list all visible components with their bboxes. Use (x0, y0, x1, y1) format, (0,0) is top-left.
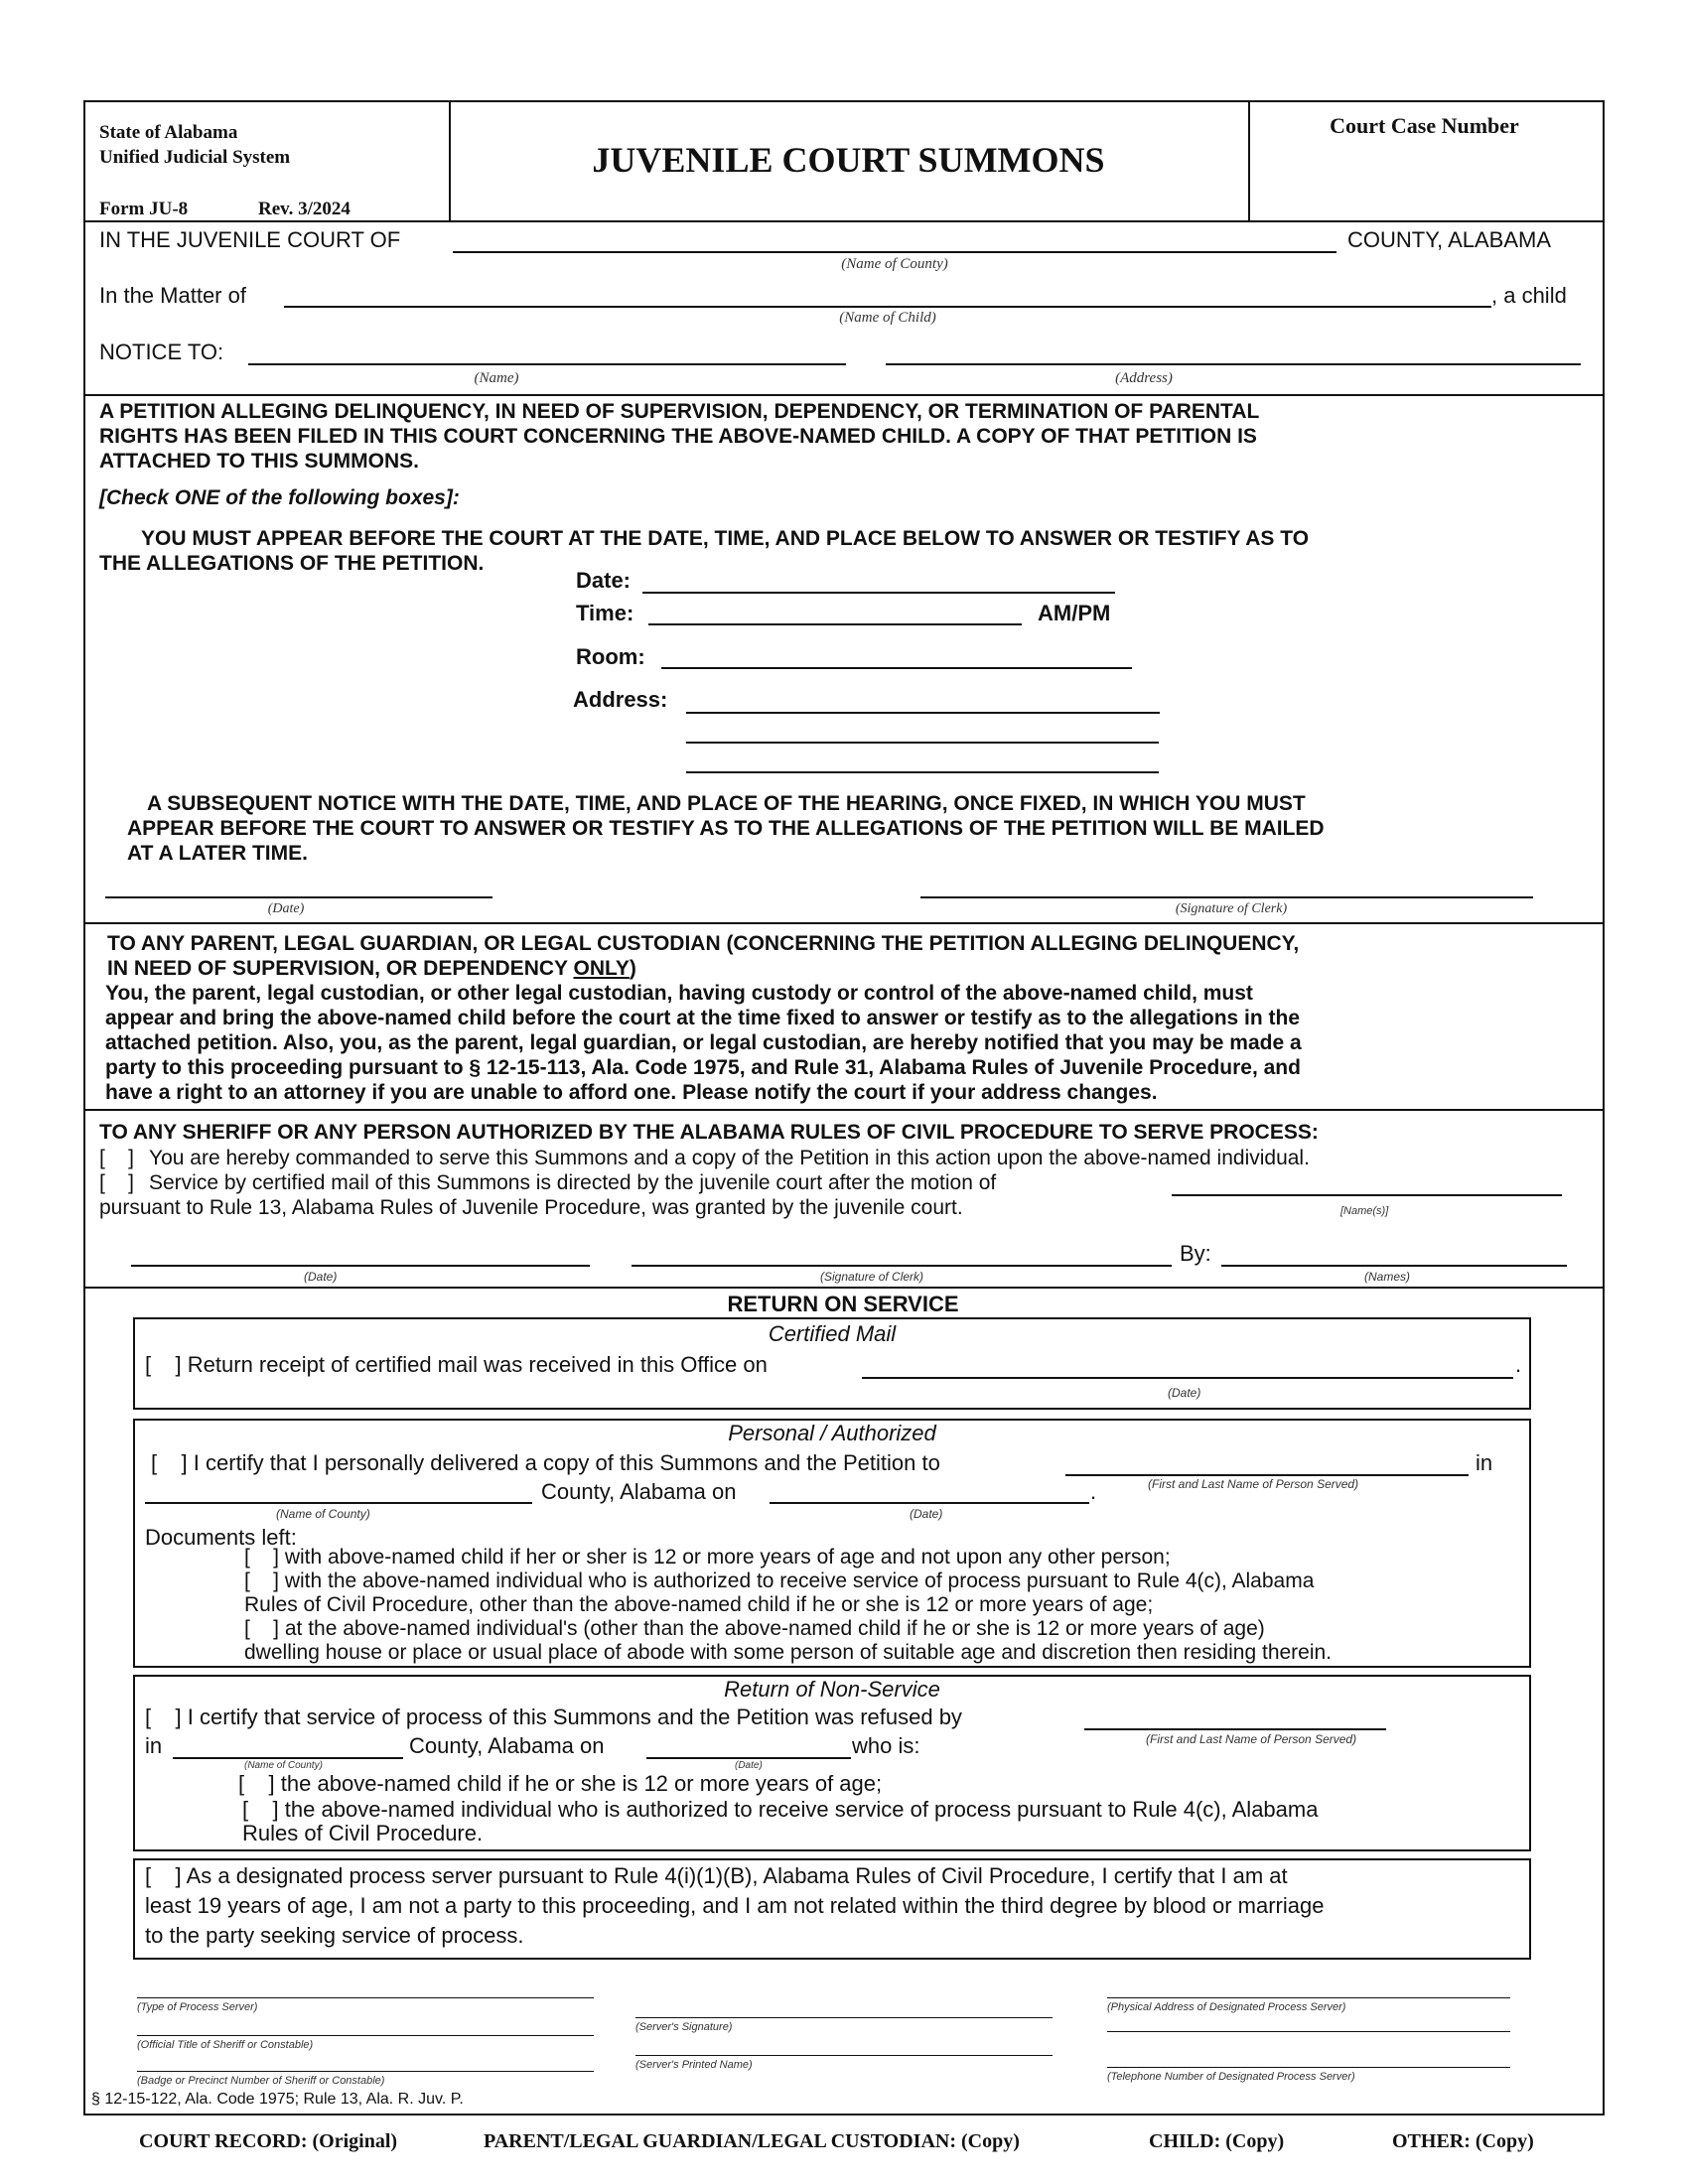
parent-heading-2a: IN NEED OF SUPERVISION, OR DEPENDENCY (107, 957, 574, 980)
child-caption: (Name of Child) (839, 310, 936, 326)
by-label: By: (1180, 1241, 1211, 1266)
ns-county-field[interactable] (173, 1757, 403, 1759)
ns-option-2b: Rules of Civil Procedure. (242, 1821, 484, 1845)
certified-date-caption: (Date) (1168, 1386, 1201, 1400)
physical-address-field[interactable] (1107, 1997, 1510, 1998)
hearing-date-field[interactable] (642, 592, 1115, 594)
non-service-text: [ ] I certify that service of process of this Summons and the Petition was refused by (145, 1705, 962, 1729)
certified-title: Certified Mail (768, 1321, 897, 1346)
personal-date-field[interactable] (770, 1502, 1089, 1504)
ns-date-field[interactable] (646, 1757, 851, 1759)
documents-left-label: Documents left: (145, 1525, 297, 1550)
matter-suffix: , a child (1491, 283, 1567, 308)
refused-by-caption: (First and Last Name of Person Served) (1146, 1732, 1357, 1746)
sheriff-option-1-text: You are hereby commanded to serve this Summons and a copy of the Petition in this action upon the above-named individual. (149, 1147, 1310, 1169)
names-caption: [Name(s)] (1340, 1205, 1389, 1217)
court-prefix: IN THE JUVENILE COURT OF (99, 227, 401, 252)
date-label: Date: (576, 568, 632, 593)
designated-text-2: least 19 years of age, I am not a party to this proceeding, and I am not related within the third degree by blood or marriage (145, 1893, 1325, 1918)
ns-who-is: who is: (852, 1733, 920, 1758)
non-service-title: Return of Non-Service (724, 1677, 940, 1702)
certified-period: . (1515, 1352, 1522, 1377)
parent-text-3: You, the parent, legal custodian, or other legal custodian, having custody or control of the above-named child, must (105, 982, 1253, 1005)
parent-heading-1: TO ANY PARENT, LEGAL GUARDIAN, OR LEGAL CUSTODIAN (CONCERNING THE PETITION ALLEGING DELINQUENCY, (107, 932, 1300, 955)
sheriff-date-caption: (Date) (304, 1270, 338, 1284)
doc-option-3a[interactable]: [ ] at the above-named individual's (other than the above-named child if he or she is 12 or more years of age) (244, 1617, 1265, 1640)
doc-option-2a[interactable]: [ ] with the above-named individual who is authorized to receive service of process pursuant to Rule 4(c), Alabama (244, 1570, 1315, 1592)
state-label: State of Alabama (99, 122, 238, 143)
parent-bottom-rule (83, 1109, 1603, 1111)
county-field[interactable] (453, 251, 1336, 253)
hearing-time-field[interactable] (648, 623, 1022, 625)
notice-label: NOTICE TO: (99, 340, 224, 364)
hearing-address-field-2[interactable] (686, 742, 1159, 744)
personal-date-caption: (Date) (910, 1507, 943, 1521)
address-label: Address: (573, 687, 668, 712)
hearing-address-field-1[interactable] (686, 712, 1160, 714)
petition-clerk-signature-field[interactable] (920, 896, 1533, 898)
ns-option-1[interactable]: [ ] the above-named child if he or she is 12 or more years of age; (238, 1771, 883, 1796)
sheriff-option-1-checkbox[interactable]: [ ] (99, 1147, 135, 1169)
ns-county-caption: (Name of County) (244, 1760, 323, 1771)
parent-text-6: party to this proceeding pursuant to § 12-15-113, Ala. Code 1975, and Rule 31, Alabama Rules of Juvenile Procedure, and (105, 1056, 1301, 1079)
matter-label: In the Matter of (99, 283, 246, 308)
county-caption: (Name of County) (841, 256, 948, 272)
petition-clerk-caption: (Signature of Clerk) (1175, 901, 1288, 916)
designated-text-3: to the party seeking service of process. (145, 1923, 524, 1948)
parent-text-7: have a right to an attorney if you are unable to afford one. Please notify the court if your address changes. (105, 1081, 1158, 1104)
parent-heading-2c: ) (629, 957, 636, 980)
server-name-caption: (Server's Printed Name) (635, 2059, 753, 2071)
telephone-caption: (Telephone Number of Designated Process Server) (1107, 2071, 1355, 2083)
court-suffix: COUNTY, ALABAMA (1347, 227, 1551, 252)
badge-field[interactable] (137, 2071, 594, 2072)
parent-heading-2 (107, 956, 636, 981)
server-signature-field[interactable] (635, 2017, 1053, 2018)
petition-intro-2: RIGHTS HAS BEEN FILED IN THIS COURT CONCERNING THE ABOVE-NAMED CHILD. A COPY OF THAT PETITION IS (99, 425, 1257, 448)
petition-date-caption: (Date) (267, 901, 305, 916)
form-number: Form JU-8 (99, 199, 189, 219)
certified-date-field[interactable] (862, 1377, 1513, 1379)
sheriff-date-field[interactable] (131, 1265, 590, 1267)
certified-text: [ ] Return receipt of certified mail was received in this Office on (145, 1352, 768, 1377)
badge-caption: (Badge or Precinct Number of Sheriff or Constable) (137, 2075, 385, 2087)
personal-in: in (1476, 1450, 1493, 1475)
type-server-field[interactable] (137, 1997, 594, 1998)
server-signature-caption: (Server's Signature) (635, 2021, 733, 2033)
personal-county-field[interactable] (145, 1502, 532, 1504)
designated-text-1[interactable]: [ ] As a designated process server pursuant to Rule 4(i)(1)(B), Alabama Rules of Civil Procedure, I certify that I am at (145, 1863, 1288, 1888)
refused-by-field[interactable] (1084, 1728, 1386, 1730)
parent-text-4: appear and bring the above-named child before the court at the time fixed to answer or testify as to the allegations in the (105, 1007, 1301, 1029)
statute-citation: § 12-15-122, Ala. Code 1975; Rule 13, Ala. R. Juv. P. (91, 2091, 464, 2108)
form-title: JUVENILE COURT SUMMONS (592, 140, 1105, 180)
personal-county-on: County, Alabama on (541, 1479, 737, 1504)
sheriff-heading: TO ANY SHERIFF OR ANY PERSON AUTHORIZED BY THE ALABAMA RULES OF CIVIL PROCEDURE TO SERVE PROCESS: (99, 1121, 1319, 1144)
by-names-field[interactable] (1221, 1265, 1567, 1267)
official-title-caption: (Official Title of Sheriff or Constable) (137, 2039, 314, 2051)
footer-child-copy: CHILD: (Copy) (1149, 2130, 1285, 2152)
check-one-instruction: [Check ONE of the following boxes]: (99, 486, 460, 509)
person-served-caption: (First and Last Name of Person Served) (1148, 1477, 1359, 1491)
sheriff-clerk-signature-field[interactable] (632, 1265, 1172, 1267)
personal-county-caption: (Name of County) (276, 1507, 370, 1521)
personal-text: [ ] I certify that I personally delivered a copy of this Summons and the Petition to (151, 1450, 940, 1475)
ns-county-on: County, Alabama on (409, 1733, 605, 1758)
official-title-field[interactable] (137, 2035, 594, 2036)
system-label: Unified Judicial System (99, 147, 291, 168)
personal-period: . (1090, 1479, 1097, 1504)
personal-title: Personal / Authorized (728, 1421, 936, 1445)
revision: Rev. 3/2024 (258, 199, 351, 219)
sheriff-clerk-caption: (Signature of Clerk) (820, 1270, 924, 1284)
case-number-label: Court Case Number (1330, 113, 1519, 138)
notice-name-field[interactable] (248, 363, 846, 365)
subsequent-notice-1: A SUBSEQUENT NOTICE WITH THE DATE, TIME, AND PLACE OF THE HEARING, ONCE FIXED, IN WHICH YOU MUST (147, 792, 1306, 815)
petition-date-field[interactable] (105, 896, 492, 898)
type-server-caption: (Type of Process Server) (137, 2001, 258, 2013)
physical-address-field-2[interactable] (1107, 2031, 1510, 2032)
hearing-room-field[interactable] (661, 667, 1132, 669)
ns-option-2a[interactable]: [ ] the above-named individual who is authorized to receive service of process pursuant to Rule 4(c), Alabama (242, 1797, 1319, 1822)
petition-intro-1: A PETITION ALLEGING DELINQUENCY, IN NEED OF SUPERVISION, DEPENDENCY, OR TERMINATION OF PARENTAL (99, 400, 1260, 423)
footer-parent-copy: PARENT/LEGAL GUARDIAN/LEGAL CUSTODIAN: (Copy) (484, 2130, 1020, 2152)
doc-option-2b: Rules of Civil Procedure, other than the above-named child if he or she is 12 or more years of age; (244, 1593, 1154, 1616)
sheriff-option-2-cont: pursuant to Rule 13, Alabama Rules of Juvenile Procedure, was granted by the juvenile court. (99, 1196, 963, 1219)
address-caption: (Address) (1115, 370, 1173, 386)
header-bottom-rule (83, 220, 1603, 222)
by-names-caption: (Names) (1364, 1270, 1411, 1284)
doc-option-3b: dwelling house or place or usual place of abode with some person of suitable age and discretion then residing therein. (244, 1641, 1333, 1664)
sheriff-bottom-rule (83, 1287, 1603, 1289)
sheriff-option-2-text: Service by certified mail of this Summons is directed by the juvenile court after the motion of (149, 1171, 997, 1194)
ns-date-caption: (Date) (735, 1760, 763, 1771)
court-bottom-rule (83, 394, 1603, 396)
appear-text-2: THE ALLEGATIONS OF THE PETITION. (99, 552, 485, 575)
subsequent-notice-2: APPEAR BEFORE THE COURT TO ANSWER OR TESTIFY AS TO THE ALLEGATIONS OF THE PETITION WILL BE MAILED (127, 817, 1325, 840)
footer-other-copy: OTHER: (Copy) (1392, 2130, 1534, 2152)
subsequent-notice-3: AT A LATER TIME. (127, 842, 308, 865)
petition-intro-3: ATTACHED TO THIS SUMMONS. (99, 450, 419, 473)
server-name-field[interactable] (635, 2055, 1053, 2056)
name-caption: (Name) (474, 370, 519, 386)
physical-address-caption: (Physical Address of Designated Process Server) (1107, 2001, 1346, 2013)
doc-option-1[interactable]: [ ] with above-named child if her or sher is 12 or more years of age and not upon any other person; (244, 1546, 1171, 1569)
parent-text-5: attached petition. Also, you, as the parent, legal guardian, or legal custodian, are hereby notified that you may be made a (105, 1031, 1302, 1054)
sheriff-option-2-checkbox[interactable]: [ ] (99, 1171, 135, 1194)
parent-only: ONLY (573, 957, 630, 980)
footer-court-record: COURT RECORD: (Original) (139, 2130, 398, 2152)
hearing-address-field-3[interactable] (686, 771, 1159, 773)
child-name-field[interactable] (284, 306, 1491, 308)
telephone-field[interactable] (1107, 2067, 1510, 2068)
non-service-in: in (145, 1733, 163, 1758)
person-served-field[interactable] (1065, 1474, 1469, 1476)
petition-bottom-rule (83, 922, 1603, 924)
notice-address-field[interactable] (886, 363, 1581, 365)
return-heading: RETURN ON SERVICE (727, 1292, 959, 1316)
appear-text-1: YOU MUST APPEAR BEFORE THE COURT AT THE DATE, TIME, AND PLACE BELOW TO ANSWER OR TESTIFY AS TO (141, 527, 1310, 550)
ampm-label: AM/PM (1038, 601, 1111, 625)
room-label: Room: (576, 644, 645, 669)
motion-names-field[interactable] (1172, 1194, 1562, 1196)
time-label: Time: (576, 601, 634, 625)
